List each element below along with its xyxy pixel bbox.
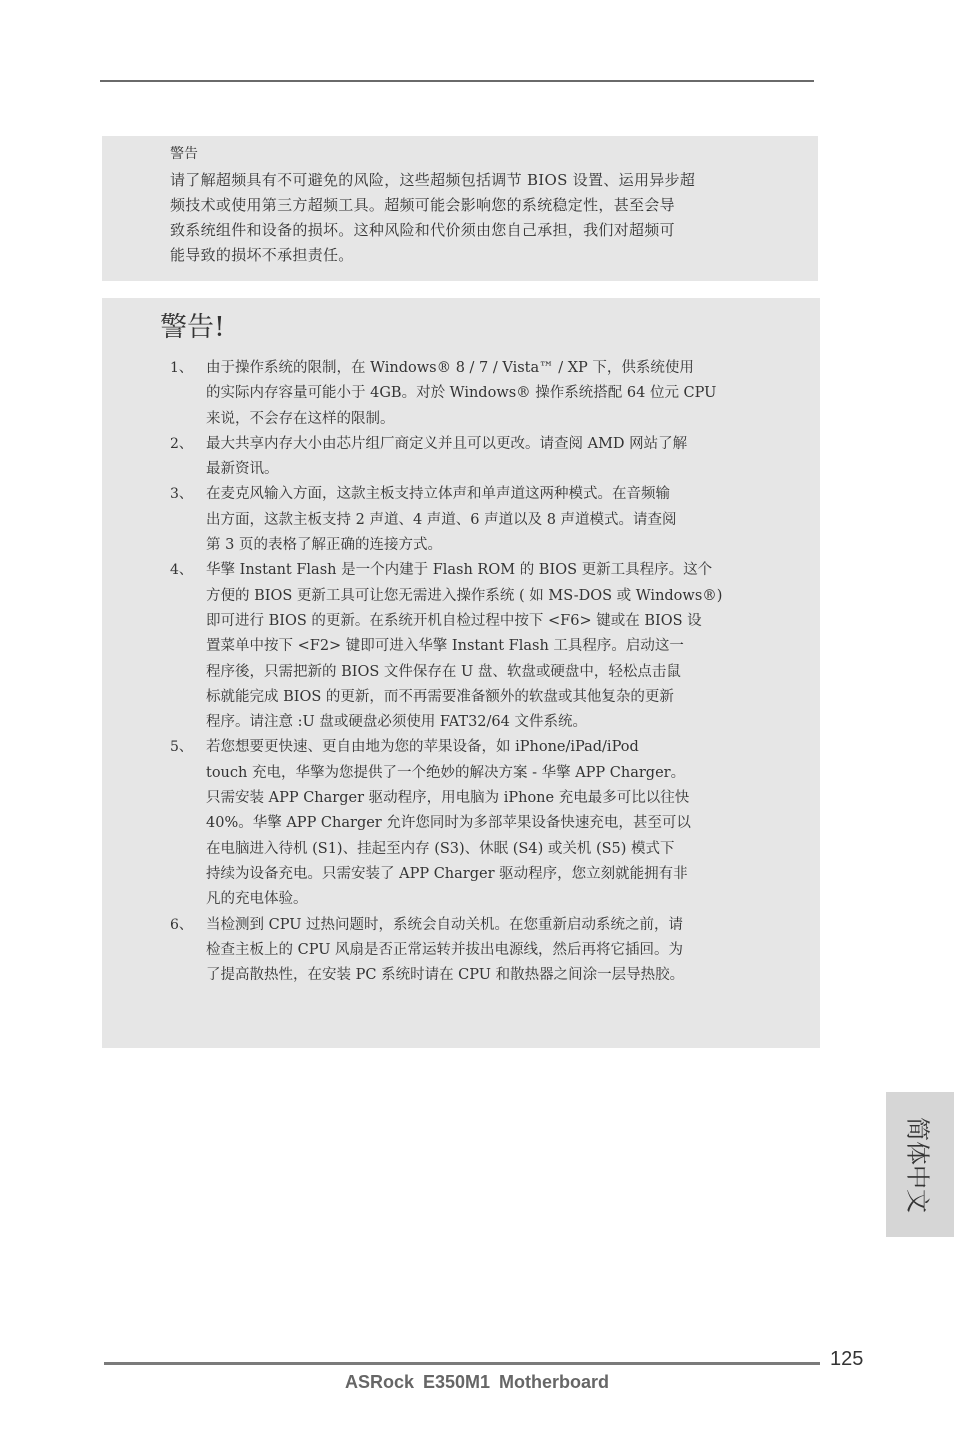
general-warning-heading: 警告!: [160, 312, 225, 343]
note-line: 只需安装 APP Charger 驱动程序，用电脑为 iPhone 充电最多可比以往快: [206, 790, 690, 807]
warning-line: 致系统组件和设备的损坏。这种风险和代价须由您自己承担，我们对超频可: [170, 221, 675, 239]
note-line: 即可进行 BIOS 的更新。在系统开机自检过程中按下 <F6> 键或在 BIOS 设: [206, 612, 702, 629]
warning-line: 能导致的损坏不承担责任。: [170, 246, 354, 264]
bottom-rule: [104, 1362, 820, 1365]
warning-line: 频技术或使用第三方超频工具。超频可能会影响您的系统稳定性，甚至会导: [170, 196, 675, 214]
note-line: 标就能完成 BIOS 的更新，而不再需要准备额外的软盘或其他复杂的更新: [206, 688, 674, 705]
note-line: 的实际内存容量可能小于 4GB。对於 Windows® 操作系统搭配 64 位元 CPU: [206, 385, 717, 402]
overclocking-warning-text: [170, 168, 750, 268]
note-line: 出方面，这款主板支持 2 声道、4 声道、6 声道以及 8 声道模式。请查阅: [206, 511, 677, 528]
footer-title: ASRock E350M1 Motherboard: [344, 1372, 610, 1392]
note-item-5: [102, 735, 820, 912]
note-line: 40%。华擎 APP Charger 允许您同时为多部苹果设备快速充电，甚至可以: [206, 815, 691, 832]
note-line: 在电脑进入待机 (S1)、挂起至内存 (S3)、休眠 (S4) 或关机 (S5) 模式下: [206, 840, 675, 857]
overclocking-warning-box: [102, 136, 818, 281]
note-text: [206, 735, 754, 912]
note-line: 最大共享内存大小由芯片组厂商定义并且可以更改。请查阅 AMD 网站了解: [206, 435, 688, 452]
note-line: 由于操作系统的限制，在 Windows® 8 / 7 / Vista™ / XP 下，供系统使用: [206, 360, 694, 376]
note-item-1: [102, 356, 820, 432]
note-line: 置菜单中按下 <F2> 键即可进入华擎 Instant Flash 工具程序。启动这一: [206, 638, 684, 655]
note-number: 4、: [170, 562, 193, 579]
note-item-6: [102, 913, 820, 989]
note-number: 1、: [170, 360, 193, 376]
page-number: 125: [830, 1348, 864, 1370]
language-side-tab: [886, 1092, 954, 1237]
note-line: 了提高散热性，在安装 PC 系统时请在 CPU 和散热器之间涂一层导热胶。: [206, 967, 685, 984]
note-text: [206, 558, 754, 735]
note-item-3: [102, 482, 820, 558]
language-tab-label: 简体中文: [903, 1116, 932, 1213]
note-line: 当检测到 CPU 过热问题时，系统会自动关机。在您重新启动系统之前，请: [206, 916, 684, 933]
note-number: 6、: [170, 916, 193, 933]
note-number: 3、: [170, 486, 193, 503]
note-line: 华擎 Instant Flash 是一个内建于 Flash ROM 的 BIOS 更新工具程序。这个: [206, 562, 713, 579]
note-text: [206, 913, 754, 989]
note-number: 2、: [170, 435, 193, 452]
top-rule: [100, 80, 814, 82]
note-line: 来说，不会存在这样的限制。: [206, 410, 395, 427]
warning-notes-list: [102, 356, 820, 988]
note-number: 5、: [170, 739, 193, 756]
note-line: 持续为设备充电。只需安装了 APP Charger 驱动程序，您立刻就能拥有非: [206, 865, 688, 882]
note-line: touch 充电，华擎为您提供了一个绝妙的解决方案 - 华擎 APP Charger。: [206, 764, 686, 781]
note-text: [206, 356, 754, 432]
note-text: [206, 432, 754, 483]
note-text: [206, 482, 754, 558]
note-item-2: [102, 432, 820, 483]
note-line: 方便的 BIOS 更新工具可让您无需进入操作系统 ( 如 MS-DOS 或 Windows®): [206, 587, 723, 604]
note-line: 第 3 页的表格了解正确的连接方式。: [206, 537, 442, 554]
general-warning-box: [102, 298, 820, 1048]
note-line: 程序。请注意 :U 盘或硬盘必须使用 FAT32/64 文件系统。: [206, 714, 587, 731]
note-line: 程序後，只需把新的 BIOS 文件保存在 U 盘、软盘或硬盘中，轻松点击鼠: [206, 663, 681, 680]
note-line: 在麦克风输入方面，这款主板支持立体声和单声道这两种模式。在音频输: [206, 486, 670, 503]
overclocking-warning-title: 警告: [170, 146, 198, 162]
note-line: 若您想要更快速、更自由地为您的苹果设备，如 iPhone/iPad/iPod: [206, 739, 639, 756]
note-line: 凡的充电体验。: [206, 891, 308, 908]
note-item-4: [102, 558, 820, 735]
note-line: 检查主板上的 CPU 风扇是否正常运转并拔出电源线，然后再将它插回。为: [206, 941, 684, 958]
warning-line: 请了解超频具有不可避免的风险，这些超频包括调节 BIOS 设置、运用异步超: [170, 171, 696, 189]
note-line: 最新资讯。: [206, 461, 279, 478]
